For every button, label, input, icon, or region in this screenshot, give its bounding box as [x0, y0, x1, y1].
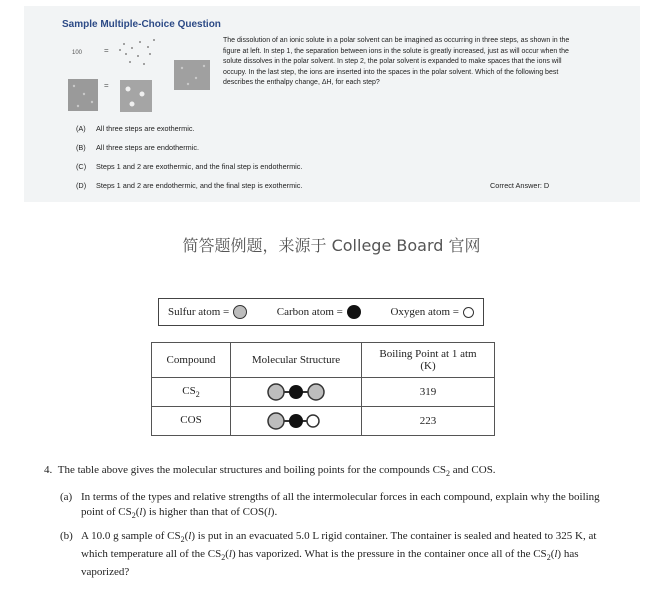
- part-b-italic: l: [228, 548, 232, 561]
- header-boiling-point-line1: Boiling Point at 1 atm: [379, 348, 477, 360]
- part-a-text: [81, 490, 600, 523]
- choice-c[interactable]: [76, 162, 302, 171]
- sample-question-card: [24, 6, 640, 202]
- choice-letter: (A): [76, 124, 86, 133]
- part-a-seg: (: [135, 506, 140, 518]
- legend-carbon: [277, 305, 361, 319]
- cs2-molecule-icon: [265, 382, 327, 402]
- boiling-point-cell: 319: [362, 378, 495, 407]
- sulfur-atom-icon: [233, 305, 247, 319]
- sample-question-paragraph: The dissolution of an ionic solute in a polar solvent can be imagined as occurring in three steps, as shown in the figure at left. In step 1, the separation between ions in the solute is greatly increased, just as will occur when the solute dissolves in the polar solvent. In step 2, the polar solvent is expanded to make spaces that the ions will occupy. In the last step, the ions are inserted into the spaces in the polar solvent. Which of the following best describes the enthalpy change, ΔH, for each step?: [223, 37, 570, 86]
- part-b-sub: 2: [221, 553, 226, 563]
- intro-text: The table above gives the molecular structures and boiling points for the compounds CS: [57, 464, 447, 476]
- correct-answer: Correct Answer: D: [490, 181, 550, 190]
- separated-ions: [119, 39, 155, 65]
- figure-caption: 简答题例题，来源于 College Board 官网: [182, 236, 481, 255]
- compound-cell: [152, 407, 231, 436]
- choice-text: All three steps are endothermic.: [96, 143, 200, 152]
- part-a-italic: l: [267, 506, 271, 518]
- compound-name: CS: [182, 384, 196, 397]
- legend-oxygen: [390, 306, 474, 318]
- solvent-with-holes-box: [120, 80, 152, 112]
- compound-name: COS: [180, 413, 202, 426]
- part-b-seg: (: [550, 548, 555, 561]
- question-part-b: [60, 529, 605, 580]
- part-b-text: [81, 529, 605, 580]
- header-boiling-point-line2: (K): [420, 360, 436, 372]
- carbon-atom-icon: [347, 305, 361, 319]
- choice-letter: (C): [76, 162, 87, 171]
- sample-question-title: Sample Multiple-Choice Question: [62, 19, 221, 30]
- boiling-point-cell: 223: [362, 407, 495, 436]
- cos-molecule-icon: [265, 411, 327, 431]
- choice-d[interactable]: [76, 181, 302, 190]
- sample-question-text: [223, 36, 573, 89]
- choice-b[interactable]: [76, 143, 199, 152]
- figure-equals-top: =: [104, 46, 109, 55]
- header-molecular-structure: Molecular Structure: [231, 343, 362, 378]
- part-b-sub: 2: [180, 535, 185, 545]
- compound-cell: [152, 378, 231, 407]
- choice-a[interactable]: [76, 124, 195, 133]
- table-row: [152, 407, 495, 436]
- legend-oxygen-label: Oxygen atom =: [390, 306, 459, 318]
- part-b-seg: ) has vaporized. What is the pressure in the container once all of the CS: [231, 548, 547, 561]
- part-a-sub: 2: [131, 511, 136, 521]
- structure-cell: [231, 407, 362, 436]
- part-b-sub: 2: [546, 553, 551, 563]
- choice-letter: (D): [76, 181, 87, 190]
- compound-table: [151, 342, 495, 436]
- figure-equals-bottom: =: [104, 81, 109, 90]
- choice-text: Steps 1 and 2 are endothermic, and the final step is exothermic.: [96, 181, 303, 190]
- part-b-label: (b): [60, 530, 73, 542]
- atom-legend: [158, 298, 484, 326]
- part-a-seg: ).: [270, 506, 278, 518]
- compound-subscript: 2: [195, 390, 200, 400]
- structure-cell: [231, 378, 362, 407]
- part-b-italic: l: [188, 530, 192, 542]
- part-a-seg: ) is higher than that of COS(: [142, 506, 268, 518]
- intro-text-end: and COS.: [450, 464, 496, 476]
- legend-sulfur: [168, 305, 247, 319]
- figure-label: 100: [72, 50, 83, 56]
- table-row: [152, 378, 495, 407]
- part-a-label: (a): [60, 491, 73, 503]
- choice-letter: (B): [76, 143, 86, 152]
- oxygen-atom-icon: [463, 307, 474, 318]
- part-b-seg: (: [184, 530, 189, 542]
- part-b-seg: ) is put in an evacuated 5.0 L rigid container. The container is sealed and heated to 325 K, at which temperature all of the CS: [81, 530, 597, 561]
- question-4-intro: [44, 463, 634, 481]
- legend-sulfur-label: Sulfur atom =: [168, 306, 230, 318]
- intro-subscript: 2: [446, 469, 451, 479]
- expanded-solvent-box: [174, 60, 210, 90]
- part-a-seg: In terms of the types and relative strengths of all the intermolecular forces in each compound, explain why the boiling point of CS: [81, 491, 600, 518]
- question-part-a: [60, 490, 600, 523]
- table-header-row: [152, 343, 495, 378]
- part-b-seg: (: [225, 548, 229, 561]
- choice-text: All three steps are exothermic.: [96, 124, 195, 133]
- choice-text: Steps 1 and 2 are exothermic, and the final step is endothermic.: [96, 162, 303, 171]
- legend-carbon-label: Carbon atom =: [276, 306, 343, 318]
- part-b-italic: l: [554, 548, 558, 561]
- header-boiling-point: [362, 343, 495, 378]
- solvent-box: [68, 79, 98, 111]
- part-b-seg: ) has vaporized?: [81, 548, 579, 579]
- header-compound: Compound: [152, 343, 231, 378]
- dissolution-figure: [64, 34, 234, 124]
- part-b-seg: A 10.0 g sample of CS: [81, 530, 181, 542]
- question-number: 4.: [44, 464, 53, 476]
- part-a-italic: l: [139, 506, 143, 518]
